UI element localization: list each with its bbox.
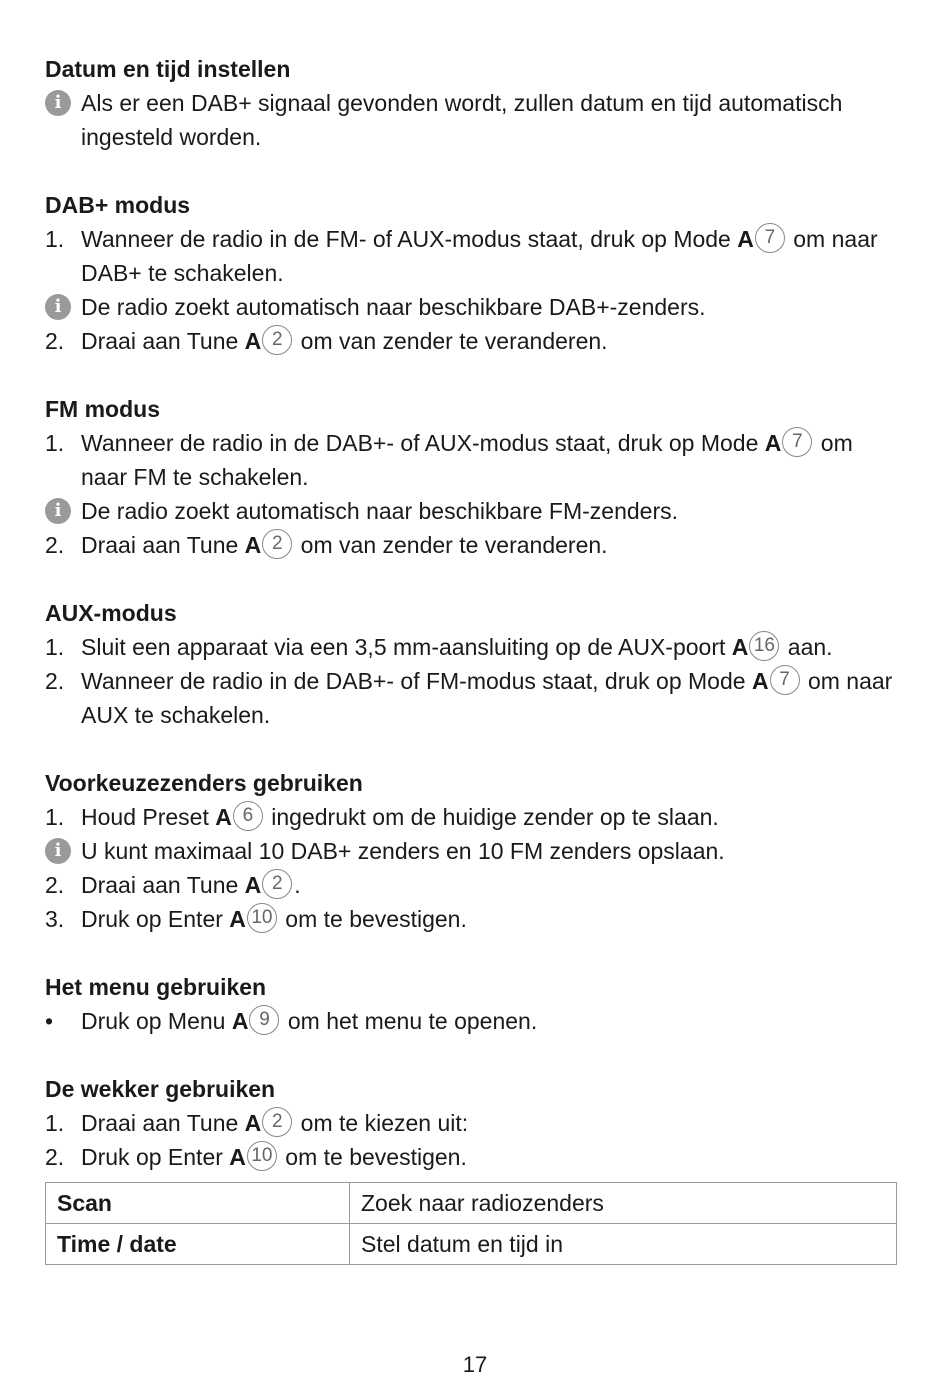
- step-text: om te kiezen uit:: [294, 1110, 469, 1136]
- info-text: De radio zoekt automatisch naar beschikbare DAB+-zenders.: [81, 294, 706, 320]
- page-content: [45, 52, 905, 1299]
- section-dab: [45, 188, 905, 358]
- step-text: Wanneer de radio in de DAB+- of AUX-modus staat, druk op Mode: [81, 430, 765, 456]
- callout-number: 2: [262, 529, 292, 559]
- figure-letter: A: [215, 804, 232, 830]
- step-text: om van zender te veranderen.: [294, 328, 608, 354]
- info-note: [45, 86, 905, 154]
- callout-number: 7: [755, 223, 785, 253]
- bullet-mark: •: [45, 1008, 54, 1034]
- callout-number: 7: [770, 665, 800, 695]
- section-heading: FM modus: [45, 396, 160, 422]
- callout-number: 10: [247, 1141, 277, 1171]
- section-heading: Datum en tijd instellen: [45, 56, 291, 82]
- section-heading: Het menu gebruiken: [45, 974, 267, 1000]
- figure-letter: A: [737, 226, 754, 252]
- info-text: Als er een DAB+ signaal gevonden wordt, zullen datum en tijd automatisch ingesteld worden.: [81, 90, 843, 150]
- step-text: Draai aan Tune: [81, 532, 245, 558]
- section-fm: [45, 392, 905, 562]
- table-row: [46, 1183, 897, 1224]
- alarm-options-table: [45, 1182, 897, 1265]
- info-icon: i: [45, 838, 71, 864]
- step-number: 1.: [45, 634, 65, 660]
- info-note: [45, 494, 905, 528]
- step-item: [45, 868, 905, 902]
- info-text: U kunt maximaal 10 DAB+ zenders en 10 FM zenders opslaan.: [81, 838, 725, 864]
- callout-number: 2: [262, 1107, 292, 1137]
- info-icon: i: [45, 90, 71, 116]
- section-heading: Voorkeuzezenders gebruiken: [45, 770, 363, 796]
- figure-letter: A: [731, 634, 749, 660]
- callout-number: 9: [249, 1005, 279, 1035]
- step-item: [45, 630, 905, 664]
- section-heading: DAB+ modus: [45, 192, 191, 218]
- step-number: 1.: [45, 804, 65, 830]
- step-text: Wanneer de radio in de DAB+- of FM-modus staat, druk op Mode: [81, 668, 752, 694]
- section-heading: De wekker gebruiken: [45, 1076, 276, 1102]
- step-item: [45, 1140, 905, 1174]
- step-number: 1.: [45, 226, 65, 252]
- step-number: 2.: [45, 1144, 65, 1170]
- step-item: [45, 800, 905, 834]
- callout-number: 16: [749, 631, 779, 661]
- info-icon: i: [45, 294, 71, 320]
- step-number: 2.: [45, 668, 65, 694]
- step-text: .: [294, 872, 301, 898]
- figure-letter: A: [244, 872, 262, 898]
- step-text: Sluit een apparaat via een 3,5 mm-aansluiting op de AUX-poort: [81, 634, 732, 660]
- callout-number: 10: [247, 903, 277, 933]
- step-text: Druk op Menu: [81, 1008, 232, 1034]
- step-number: 2.: [45, 872, 65, 898]
- figure-letter: A: [244, 328, 262, 354]
- section-date-time: [45, 52, 905, 154]
- section-presets: [45, 766, 905, 936]
- step-text: om het menu te openen.: [281, 1008, 538, 1034]
- figure-letter: A: [764, 430, 782, 456]
- callout-number: 6: [233, 801, 263, 831]
- figure-letter: A: [229, 1144, 246, 1170]
- section-aux: [45, 596, 905, 732]
- figure-letter: A: [244, 1110, 262, 1136]
- figure-letter: A: [751, 668, 769, 694]
- option-cell: Time / date: [46, 1224, 350, 1265]
- step-number: 2.: [45, 328, 65, 354]
- step-text: Druk op Enter: [81, 906, 230, 932]
- description-cell: Stel datum en tijd in: [350, 1224, 897, 1265]
- step-text: Wanneer de radio in de FM- of AUX-modus staat, druk op Mode: [81, 226, 738, 252]
- step-text: om te bevestigen.: [278, 906, 467, 932]
- figure-letter: A: [244, 532, 262, 558]
- step-item: [45, 426, 905, 494]
- step-item: [45, 664, 905, 732]
- step-text: ingedrukt om de huidige zender op te slaan.: [264, 804, 719, 830]
- figure-letter: A: [229, 906, 246, 932]
- step-text: om naar DAB+ te schakelen.: [81, 226, 878, 286]
- info-text: De radio zoekt automatisch naar beschikbare FM-zenders.: [81, 498, 679, 524]
- info-icon: i: [45, 498, 71, 524]
- step-text: Houd Preset: [81, 804, 216, 830]
- table-row: [46, 1224, 897, 1265]
- step-number: 1.: [45, 430, 65, 456]
- step-text: om naar FM te schakelen.: [81, 430, 853, 490]
- callout-number: 2: [262, 325, 292, 355]
- step-item: [45, 324, 905, 358]
- figure-letter: A: [231, 1008, 249, 1034]
- bullet-item: [45, 1004, 905, 1038]
- step-text: om naar AUX te schakelen.: [81, 668, 893, 728]
- section-alarm: [45, 1072, 905, 1265]
- step-text: Draai aan Tune: [81, 328, 245, 354]
- step-text: Draai aan Tune: [81, 1110, 245, 1136]
- step-number: 3.: [45, 906, 65, 932]
- step-item: [45, 902, 905, 936]
- step-item: [45, 528, 905, 562]
- info-note: [45, 290, 905, 324]
- step-text: aan.: [781, 634, 833, 660]
- callout-number: 2: [262, 869, 292, 899]
- step-number: 2.: [45, 532, 65, 558]
- step-item: [45, 1106, 905, 1140]
- option-cell: Scan: [46, 1183, 350, 1224]
- step-number: 1.: [45, 1110, 65, 1136]
- info-note: [45, 834, 905, 868]
- callout-number: 7: [782, 427, 812, 457]
- step-text: om te bevestigen.: [278, 1144, 467, 1170]
- step-text: Druk op Enter: [81, 1144, 230, 1170]
- section-heading: AUX-modus: [45, 600, 177, 626]
- step-item: [45, 222, 905, 290]
- step-text: om van zender te veranderen.: [294, 532, 608, 558]
- page-number: 17: [462, 1352, 488, 1377]
- description-cell: Zoek naar radiozenders: [350, 1183, 897, 1224]
- section-menu: [45, 970, 905, 1038]
- step-text: Draai aan Tune: [81, 872, 245, 898]
